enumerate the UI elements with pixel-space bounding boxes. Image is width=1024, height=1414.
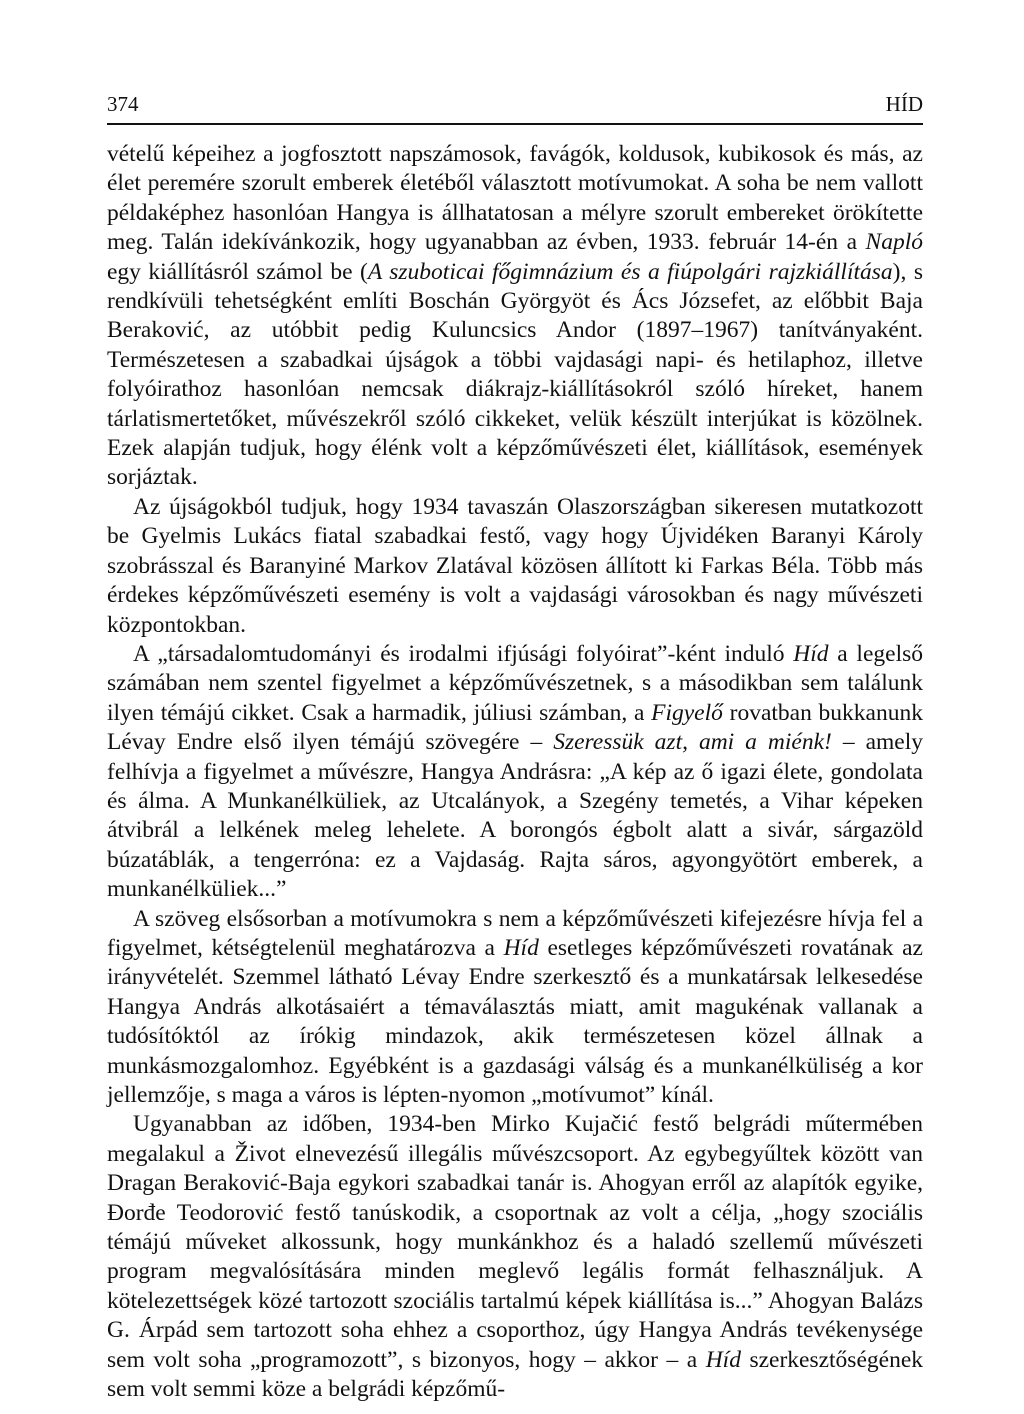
paragraph	[107, 493, 923, 640]
text-run: – amely felhívja a figyelmet a művészre, Hangya Andrásra: „A kép az ő igazi élete, gondolata és álma. A Munkanélküliek, az Utcalányok, a Szegény temetés, a Vihar képeken átvibrál a lelkének meleg lehelete. A borongós égbolt alatt a sivár, sárgazöld búzatáblák, a tengerróna: ez a Vajdaság. Rajta sáros, agyongyötört emberek, a munkanélküliek...”	[107, 729, 923, 903]
text-run: A szöveg elsősorban a motívumokra s nem a képzőművészeti kifejezésre hívja fel a figyelmet, kétségtelenül meghatározva a	[107, 905, 923, 961]
text-run: egy kiállításról számol be (	[107, 258, 368, 285]
paragraph	[107, 140, 923, 493]
italic-text: Szeressük azt, ami a miénk!	[553, 729, 832, 756]
text-run: Ugyanabban az időben, 1934-ben Mirko Kujačić festő belgrádi műtermében megalakul a Život elnevezésű illegális művészcsoport. Az egybegyűltek között van Dragan Beraković-Baja egykori szabadkai tanár is. Ahogyan erről az alapítók egyike, Đorđe Teodorović festő tanúskodik, a csoportnak az volt a célja, „hogy szociális témájú műveket alkossunk, hogy munkánkhoz és a haladó szellemű művészeti program megvalósítására minden meglevő legális formát felhasználjuk. A kötelezettségek közé tartozott szociális tartalmú képek kiállítása is...” Ahogyan Balázs G. Árpád sem tartozott soha ehhez a csoporthoz, úgy Hangya András tevékenysége sem volt soha „programozott”, s bizonyos, hogy – akkor – a	[107, 1111, 923, 1373]
text-run: Az újságokból tudjuk, hogy 1934 tavaszán Olaszországban sikeresen mutatkozott be Gyelmis Lukács fiatal szabadkai festő, vagy hogy Újvidéken Baranyi Károly szobrásszal és Baranyiné Markov Zlatával közösen állított ki Farkas Béla. Több más érdekes képzőművészeti esemény is volt a vajdasági városokban és nagy művészeti központokban.	[107, 493, 923, 638]
italic-text: Figyelő	[651, 699, 723, 726]
italic-text: Híd	[793, 640, 829, 667]
page-number: 374	[107, 92, 139, 116]
text-run: szerkesztőségének sem volt semmi köze a belgrádi képzőmű-	[107, 1346, 923, 1403]
text-run: vételű képeihez a jogfosztott napszámosok, favágók, koldusok, kubikosok és más, az élet peremére szorult emberek életéből választott motívumokat. A soha be nem vallott példaképhez hasonlóan Hangya is állhatatosan a mélyre szorult embereket örökítette meg. Talán idekívánkozik, hogy ugyanabban az évben, 1933. február 14-én a	[107, 141, 923, 256]
paragraph	[107, 905, 923, 1111]
paragraph	[107, 640, 923, 905]
text-run: rovatban bukkanunk Lévay Endre első ilyen témájú szövegére –	[107, 699, 923, 756]
italic-text: A szuboticai főgimnázium és a fiúpolgári rajzkiállítása	[367, 258, 893, 285]
journal-title: HÍD	[885, 92, 923, 116]
italic-text: Híd	[705, 1346, 741, 1373]
text-run: esetleges képzőművészeti rovatának az irányvételét. Szemmel látható Lévay Endre szerkesztő és a munkatársak lelkesedése Hangya András alkotásaiért a témaválasztás miatt, amit magukénak vallanak a tudósítóktól az írókig mindazok, akik természetesen közel állnak a munkásmozgalomhoz. Egyébként is a gazdasági válság és a munkanélküliség a kor jellemzője, s maga a város is lépten-nyomon „motívumot” kínál.	[107, 934, 923, 1108]
running-header	[107, 92, 923, 116]
italic-text: Híd	[503, 934, 539, 961]
paragraph	[107, 1110, 923, 1404]
text-run: a legelső számában nem szentel figyelmet a képzőművészetnek, s a másodikban sem találunk ilyen témájú cikket. Csak a harmadik, júliusi számban, a	[107, 640, 924, 726]
text-run: A „társadalomtudományi és irodalmi ifjúsági folyóirat”-ként induló	[133, 640, 794, 667]
article-body	[107, 140, 923, 1404]
text-run: ), s rendkívüli tehetségként említi Boschán Györgyöt és Ács Józsefet, az előbbit Baja Beraković, az utóbbit pedig Kuluncsics Andor (1897–1967) tanítványaként. Természetesen a szabadkai újságok a többi vajdasági napi- és hetilaphoz, illetve folyóirathoz hasonlóan nemcsak diákrajz-kiállításokról szóló híreket, hanem tárlatismertetőket, művészekről szóló cikkeket, velük készült interjúkat is közölnek. Ezek alapján tudjuk, hogy élénk volt a képzőművészeti élet, kiállítások, események sorjáztak.	[107, 258, 923, 491]
italic-text: Napló	[865, 229, 923, 256]
header-rule	[107, 123, 923, 125]
